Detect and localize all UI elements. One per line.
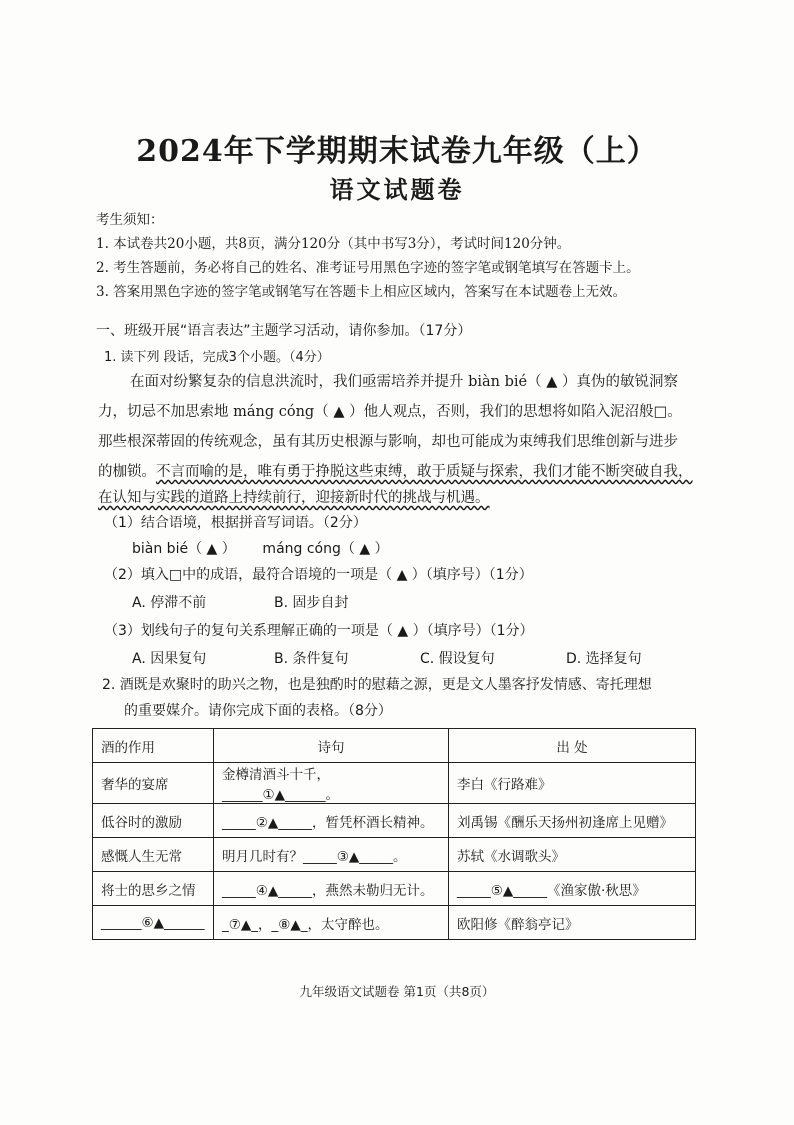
table-cell: _____④▲_____，燕然未勒归无计。: [214, 872, 449, 906]
table-cell: 低谷时的激励: [93, 804, 214, 838]
question-prompt: 1. 读下列 段话，完成3个小题。（4分）: [104, 350, 330, 365]
table-cell: _____⑤▲_____《渔家傲·秋思》: [449, 872, 696, 906]
notice-heading: 考生须知：: [96, 212, 164, 228]
table-cell: _⑦▲_，_⑧▲_，太守醉也。: [214, 906, 449, 940]
option: A. 因果复句: [132, 651, 207, 667]
table-cell: 刘禹锡《酬乐天扬州初逢席上见赠》: [449, 804, 696, 838]
page-subtitle: 语文试题卷: [329, 175, 465, 204]
column-header: 诗句: [214, 729, 449, 763]
subquestion-prompt: （3）划线句子的复句关系理解正确的一项是（ ▲ ）（填序号）（1分）: [104, 623, 534, 639]
section-heading: 一、班级开展“语言表达”主题学习活动，请你参加。（17分）: [96, 323, 472, 339]
notice-item: 3. 答案用黑色字迹的签字笔或钢笔写在答题卡上相应区域内，答案写在本试题卷上无效。: [96, 284, 627, 300]
wine-poetry-table: [92, 728, 696, 940]
table-row: [93, 838, 696, 872]
table-cell: ______⑥▲______: [93, 906, 214, 940]
column-header: 出 处: [449, 729, 696, 763]
table-cell: _____②▲_____，暂凭杯酒长精神。: [214, 804, 449, 838]
table-cell: 欧阳修《醉翁亭记》: [449, 906, 696, 940]
table-header-row: [93, 729, 696, 763]
table-cell: 苏轼《水调歌头》: [449, 838, 696, 872]
table-cell: 将士的思乡之情: [93, 872, 214, 906]
table-row: [93, 906, 696, 940]
option: D. 选择复句: [566, 651, 642, 667]
table-cell: 奢华的宴席: [93, 763, 214, 804]
table-cell: 明月几时有？_____③▲_____。: [214, 838, 449, 872]
page-footer: 九年级语文试题卷 第1页（共8页）: [299, 984, 495, 999]
table-row: [93, 804, 696, 838]
table-cell: 金樽清酒斗十千，______①▲______。: [214, 763, 449, 804]
passage-line: 那些根深蒂固的传统观念，虽有其历史根源与影响，却也可能成为束缚我们思维创新与进步: [98, 434, 678, 450]
table-cell: 感慨人生无常: [93, 838, 214, 872]
table-cell: 李白《行路难》: [449, 763, 696, 804]
page-title: 2024年下学期期末试卷九年级（上）: [136, 134, 658, 169]
option: B. 固步自封: [274, 595, 349, 611]
passage-line: 在面对纷繁复杂的信息洪流时，我们亟需培养并提升 biàn bié（ ▲ ）真伪的敏锐洞察: [130, 374, 678, 390]
column-header: 酒的作用: [93, 729, 214, 763]
pinyin-answer-line: biàn bié（ ▲ ） máng cóng（ ▲ ）: [132, 541, 389, 557]
table-row: [93, 763, 696, 804]
underlined-sentence: 在认知与实践的道路上持续前行，迎接新时代的挑战与机遇。: [98, 490, 490, 506]
underlined-sentence: 不言而喻的是，唯有勇于挣脱这些束缚，敢于质疑与探索，我们才能不断突破自我，: [156, 464, 693, 480]
question-prompt: 2. 酒既是欢聚时的助兴之物，也是独酌时的慰藉之源，更是文人墨客抒发情感、寄托理想: [102, 677, 652, 693]
question-prompt: 的重要媒介。请你完成下面的表格。（8分）: [124, 703, 392, 719]
passage-text: 的枷锁。: [98, 464, 156, 480]
notice-item: 2. 考生答题前，务必将自己的姓名、准考证号用黑色字迹的签字笔或钢笔填写在答题卡上。: [96, 260, 640, 276]
option: B. 条件复句: [274, 651, 349, 667]
notice-item: 1. 本试卷共20小题，共8页，满分120分（其中书写3分），考试时间120分钟。: [96, 236, 571, 252]
passage-line: [98, 460, 693, 481]
option: A. 停滞不前: [132, 595, 207, 611]
passage-line: 力，切忌不加思索地 máng cóng（ ▲ ）他人观点，否则，我们的思想将如陷入泥沼般□。: [98, 404, 682, 420]
subquestion-prompt: （1）结合语境，根据拼音写词语。（2分）: [104, 515, 367, 531]
subquestion-prompt: （2）填入□中的成语，最符合语境的一项是（ ▲ ）（填序号）（1分）: [104, 567, 533, 583]
option: C. 假设复句: [420, 651, 495, 667]
table-row: [93, 872, 696, 906]
